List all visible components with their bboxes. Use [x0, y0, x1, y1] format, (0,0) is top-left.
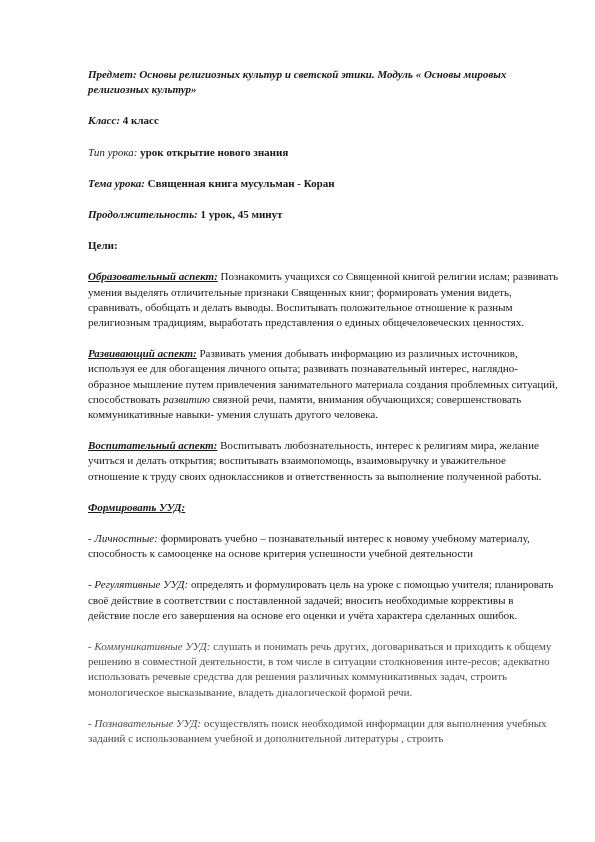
uud-heading: Формировать УУД:: [88, 501, 186, 514]
lesson-topic-line: [88, 177, 558, 192]
duration-line: [88, 208, 558, 223]
lesson-type-label: Тип урока:: [88, 146, 138, 159]
communicative-uud-text: слушать и понимать речь других, договариваться и приходить к общему решению в совместной деятельности, в том числе в ситуации столкновения инте-ресов; адекватно использовать речевые средства для решения различных коммуникативных задач, строить монологическое высказывание, владеть диалогической формой речи.: [88, 641, 552, 699]
grade-line: [88, 114, 558, 129]
lesson-type-line: [88, 146, 558, 161]
subject-heading: Предмет: Основы религиозных культур и светской этики. Модуль « Основы мировых религиозных культур»: [88, 69, 507, 97]
educational-aspect: [88, 270, 558, 331]
developmental-aspect-label: Развивающий аспект:: [88, 348, 197, 361]
regulatory-uud-label: - Регулятивные УУД:: [88, 579, 189, 592]
lesson-topic-value: Священная книга мусульман - Коран: [144, 177, 335, 190]
personal-uud-text: формировать учебно – познавательный интерес к новому учебному материалу, способность к самооценке на основе критерия успешности учебной деятельности: [88, 533, 530, 561]
personal-uud-label: - Личностные:: [88, 533, 158, 546]
cognitive-uud: [88, 717, 558, 747]
grade-value: 4 класс: [120, 115, 159, 128]
lesson-topic-label: Тема урока:: [88, 177, 145, 190]
communicative-uud: [88, 640, 558, 701]
upbringing-aspect-label: Воспитательный аспект:: [88, 440, 218, 453]
cognitive-uud-text: осуществлять поиск необходимой информации для выполнения учебных заданий с использованием учебной и дополнительной литературы , строить: [88, 717, 547, 746]
lesson-type-value: урок открытие нового знания: [137, 146, 289, 159]
communicative-uud-label: - Коммуникативные УУД:: [88, 641, 211, 654]
regulatory-uud: [88, 578, 558, 624]
personal-uud: [88, 532, 558, 562]
goals-heading: Цели:: [88, 240, 118, 253]
document-page: [88, 68, 558, 763]
developmental-aspect: [88, 347, 558, 423]
developmental-aspect-text: Развивать умения добывать информацию из различных источников, используя ее для обогащения личного опыта; развивать познавательный интерес, наглядно-образное мышление путем привлечения занимательного материала создания проблемных ситуаций, способствовать: [88, 348, 558, 406]
duration-label: Продолжительность:: [88, 209, 198, 222]
upbringing-aspect: [88, 439, 558, 485]
duration-value: 1 урок, 45 минут: [197, 209, 283, 222]
grade-label: Класс:: [88, 115, 121, 128]
educational-aspect-text: Познакомить учащихся со Священной книгой религии ислам; развивать умения выделять отличительные признаки Священных книг; формировать умения видеть, сравнивать, обобщать и делать выводы. Воспитывать положительное отношение к разным религиозным традициям, выработать представления о единых общечеловеческих ценностях.: [88, 271, 559, 330]
cognitive-uud-label: - Познавательные УУД:: [88, 717, 202, 730]
upbringing-aspect-text: Воспитывать любознательность, интерес к религиям мира, желание учиться и делать открытия; воспитывать взаимопомощь, взаимовыручку и уважительное отношение к труду своих одноклассников и ответственность за выполнение полученной работы.: [88, 440, 542, 483]
educational-aspect-label: Образовательный аспект:: [88, 271, 218, 284]
regulatory-uud-text: определять и формулировать цель на уроке с помощью учителя; планировать своё действие в соответствии с поставленной задачей; вносить необходимые коррективы в действие после его завершения на основе его оценки и учёта характера сделанных ошибок.: [88, 579, 554, 622]
developmental-aspect-text-end: связной речи, памяти, внимания обучающихся; совершенствовать коммуникативные навыки- умения слушать другого человека.: [88, 393, 522, 422]
developmental-aspect-italic-word: развитию: [163, 393, 210, 406]
